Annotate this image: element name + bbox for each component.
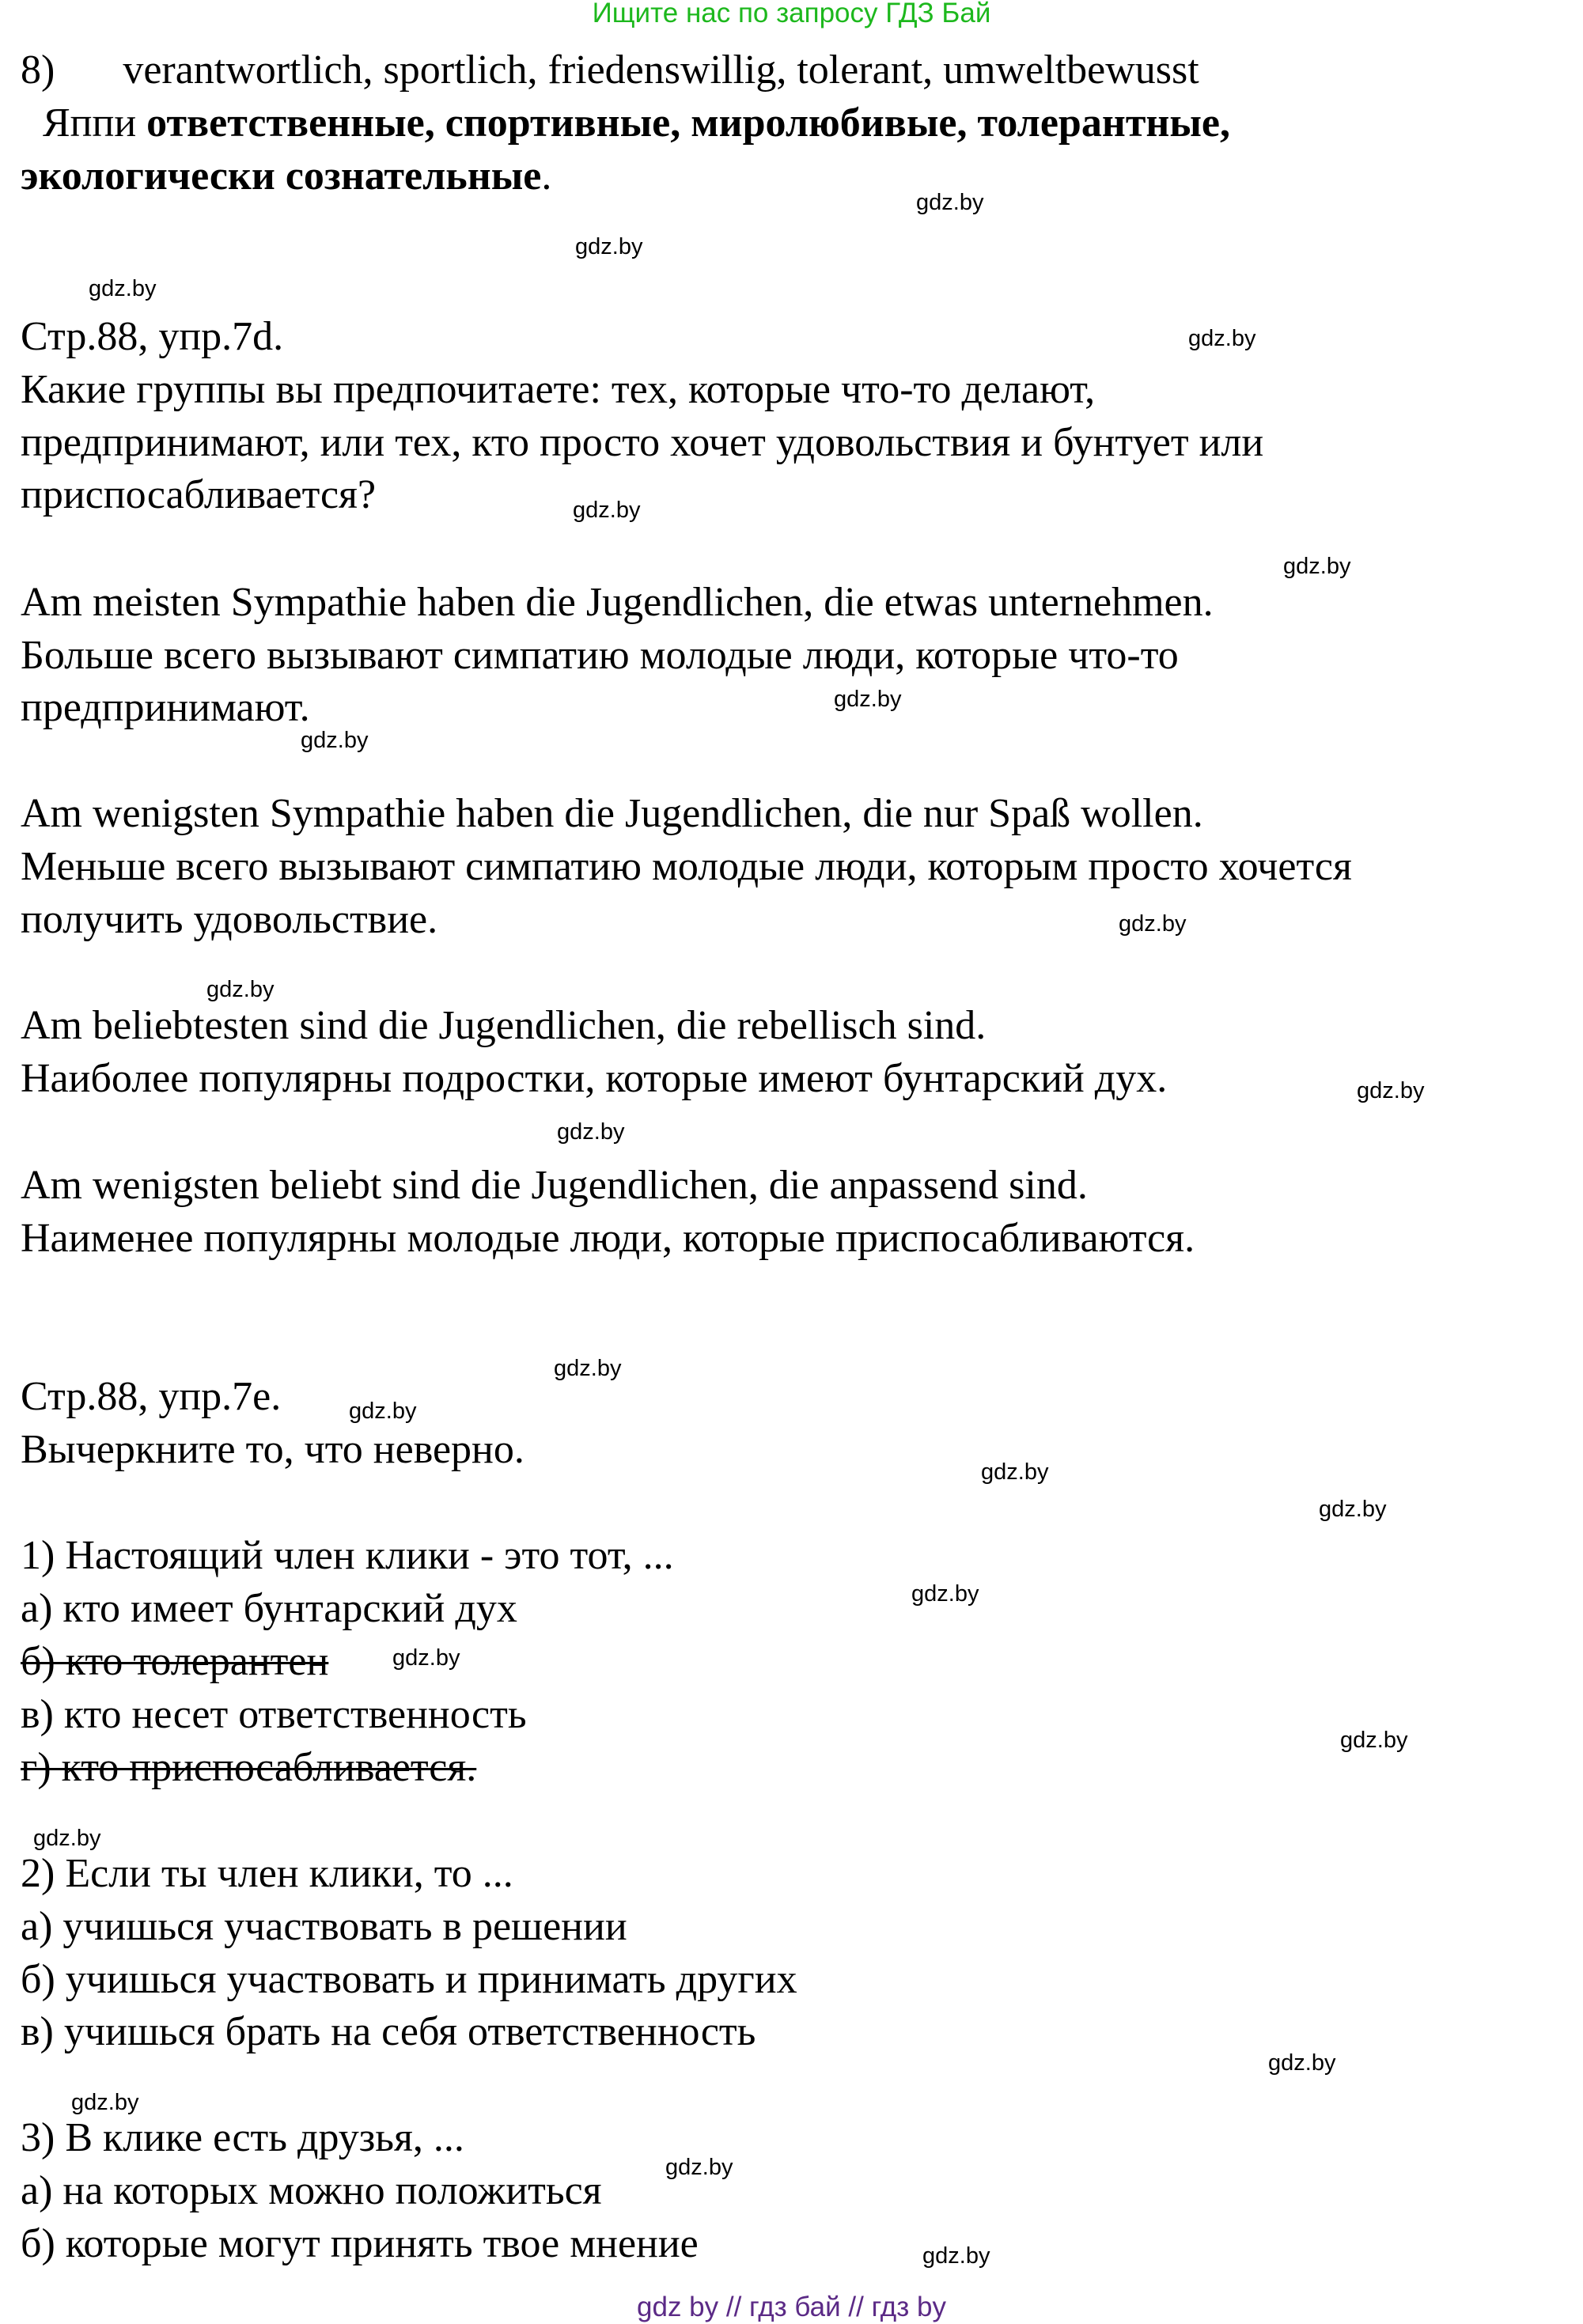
- ex7d-answer-ru: Меньше всего вызывают симпатию молодые люди, которым просто хочется: [21, 844, 1352, 889]
- watermark: gdz.by: [981, 1459, 1049, 1485]
- watermark: gdz.by: [834, 687, 902, 712]
- ex7d-answer-ru: предпринимают.: [21, 685, 310, 730]
- ex7d-question-line: Какие группы вы предпочитаете: тех, которые что-то делают,: [21, 367, 1096, 412]
- ex7d-title: Стр.88, упр.7d.: [21, 314, 284, 359]
- q2-stem: 2) Если ты член клики, то ...: [21, 1851, 513, 1896]
- section8-ru-prefix: Яппи: [43, 100, 137, 146]
- watermark: gdz.by: [573, 498, 641, 523]
- watermark: gdz.by: [1119, 911, 1187, 937]
- q2-option: б) учишься участвовать и принимать других: [21, 1957, 797, 2002]
- section8-ru-bold2: экологически сознательные: [21, 153, 542, 199]
- q1-option-struck: б) кто толерантен: [21, 1639, 329, 1684]
- watermark: gdz.by: [665, 2155, 733, 2180]
- q1-option: а) кто имеет бунтарский дух: [21, 1586, 517, 1631]
- watermark: gdz.by: [1319, 1497, 1387, 1522]
- ex7d-answer-ru: Наименее популярны молодые люди, которые приспосабливаются.: [21, 1216, 1195, 1261]
- ex7d-answer-ru: Больше всего вызывают симпатию молодые люди, которые что-то: [21, 633, 1179, 678]
- watermark: gdz.by: [1268, 2050, 1336, 2076]
- section8-german: verantwortlich, sportlich, friedenswillig, tolerant, umweltbewusst: [123, 47, 1199, 93]
- watermark: gdz.by: [301, 728, 369, 753]
- section8-number: 8): [21, 47, 55, 93]
- q2-option: в) учишься брать на себя ответственность: [21, 2009, 756, 2054]
- watermark: gdz.by: [71, 2090, 139, 2115]
- ex7d-answer-ru: Наиболее популярны подростки, которые имеют бунтарский дух.: [21, 1056, 1168, 1101]
- q3-option: б) которые могут принять твое мнение: [21, 2221, 699, 2266]
- section8-ru-end: .: [541, 153, 552, 199]
- watermark: gdz.by: [33, 1826, 101, 1851]
- watermark: gdz.by: [392, 1645, 460, 1671]
- ex7d-answer-de: Am beliebtesten sind die Jugendlichen, die rebellisch sind.: [21, 1003, 987, 1048]
- ex7d-question-line: приспосабливается?: [21, 472, 377, 517]
- ex7d-question-line: предпринимают, или тех, кто просто хочет удовольствия и бунтует или: [21, 420, 1264, 465]
- footer-links[interactable]: gdz by // гдз бай // гдз by: [637, 2292, 946, 2322]
- watermark: gdz.by: [557, 1119, 625, 1145]
- watermark: gdz.by: [206, 977, 275, 1002]
- ex7d-answer-ru: получить удовольствие.: [21, 897, 438, 942]
- watermark: gdz.by: [1340, 1728, 1408, 1753]
- ex7e-instruction: Вычеркните то, что неверно.: [21, 1427, 525, 1472]
- watermark: gdz.by: [911, 1581, 979, 1607]
- section8-ru-bold1: ответственные, спортивные, миролюбивые, толерантные,: [146, 100, 1230, 146]
- section8-german-line: [21, 44, 1199, 97]
- ex7d-answer-de: Am wenigsten beliebt sind die Jugendlichen, die anpassend sind.: [21, 1163, 1088, 1208]
- watermark: gdz.by: [916, 190, 984, 215]
- watermark: gdz.by: [89, 276, 157, 301]
- watermark: gdz.by: [575, 234, 643, 259]
- q3-option: а) на которых можно положиться: [21, 2168, 602, 2213]
- section8-russian-line2: [21, 150, 551, 202]
- watermark: gdz.by: [1283, 554, 1351, 579]
- watermark: gdz.by: [922, 2243, 990, 2269]
- q2-option: а) учишься участвовать в решении: [21, 1904, 627, 1949]
- q1-option-struck: г) кто приспосабливается.: [21, 1745, 477, 1790]
- section8-russian-line1: [43, 97, 1230, 150]
- watermark: gdz.by: [554, 1356, 622, 1381]
- watermark: gdz.by: [1188, 326, 1256, 351]
- ex7d-answer-de: Am meisten Sympathie haben die Jugendlichen, die etwas unternehmen.: [21, 580, 1214, 625]
- watermark: gdz.by: [1357, 1078, 1425, 1103]
- site-banner[interactable]: Ищите нас по запросу ГДЗ Бай: [592, 0, 991, 28]
- watermark: gdz.by: [349, 1399, 417, 1424]
- ex7d-answer-de: Am wenigsten Sympathie haben die Jugendlichen, die nur Spaß wollen.: [21, 791, 1203, 836]
- q1-stem: 1) Настоящий член клики - это тот, ...: [21, 1533, 674, 1578]
- ex7e-title: Стр.88, упр.7e.: [21, 1374, 282, 1419]
- q3-stem: 3) В клике есть друзья, ...: [21, 2115, 464, 2160]
- q1-option: в) кто несет ответственность: [21, 1692, 527, 1737]
